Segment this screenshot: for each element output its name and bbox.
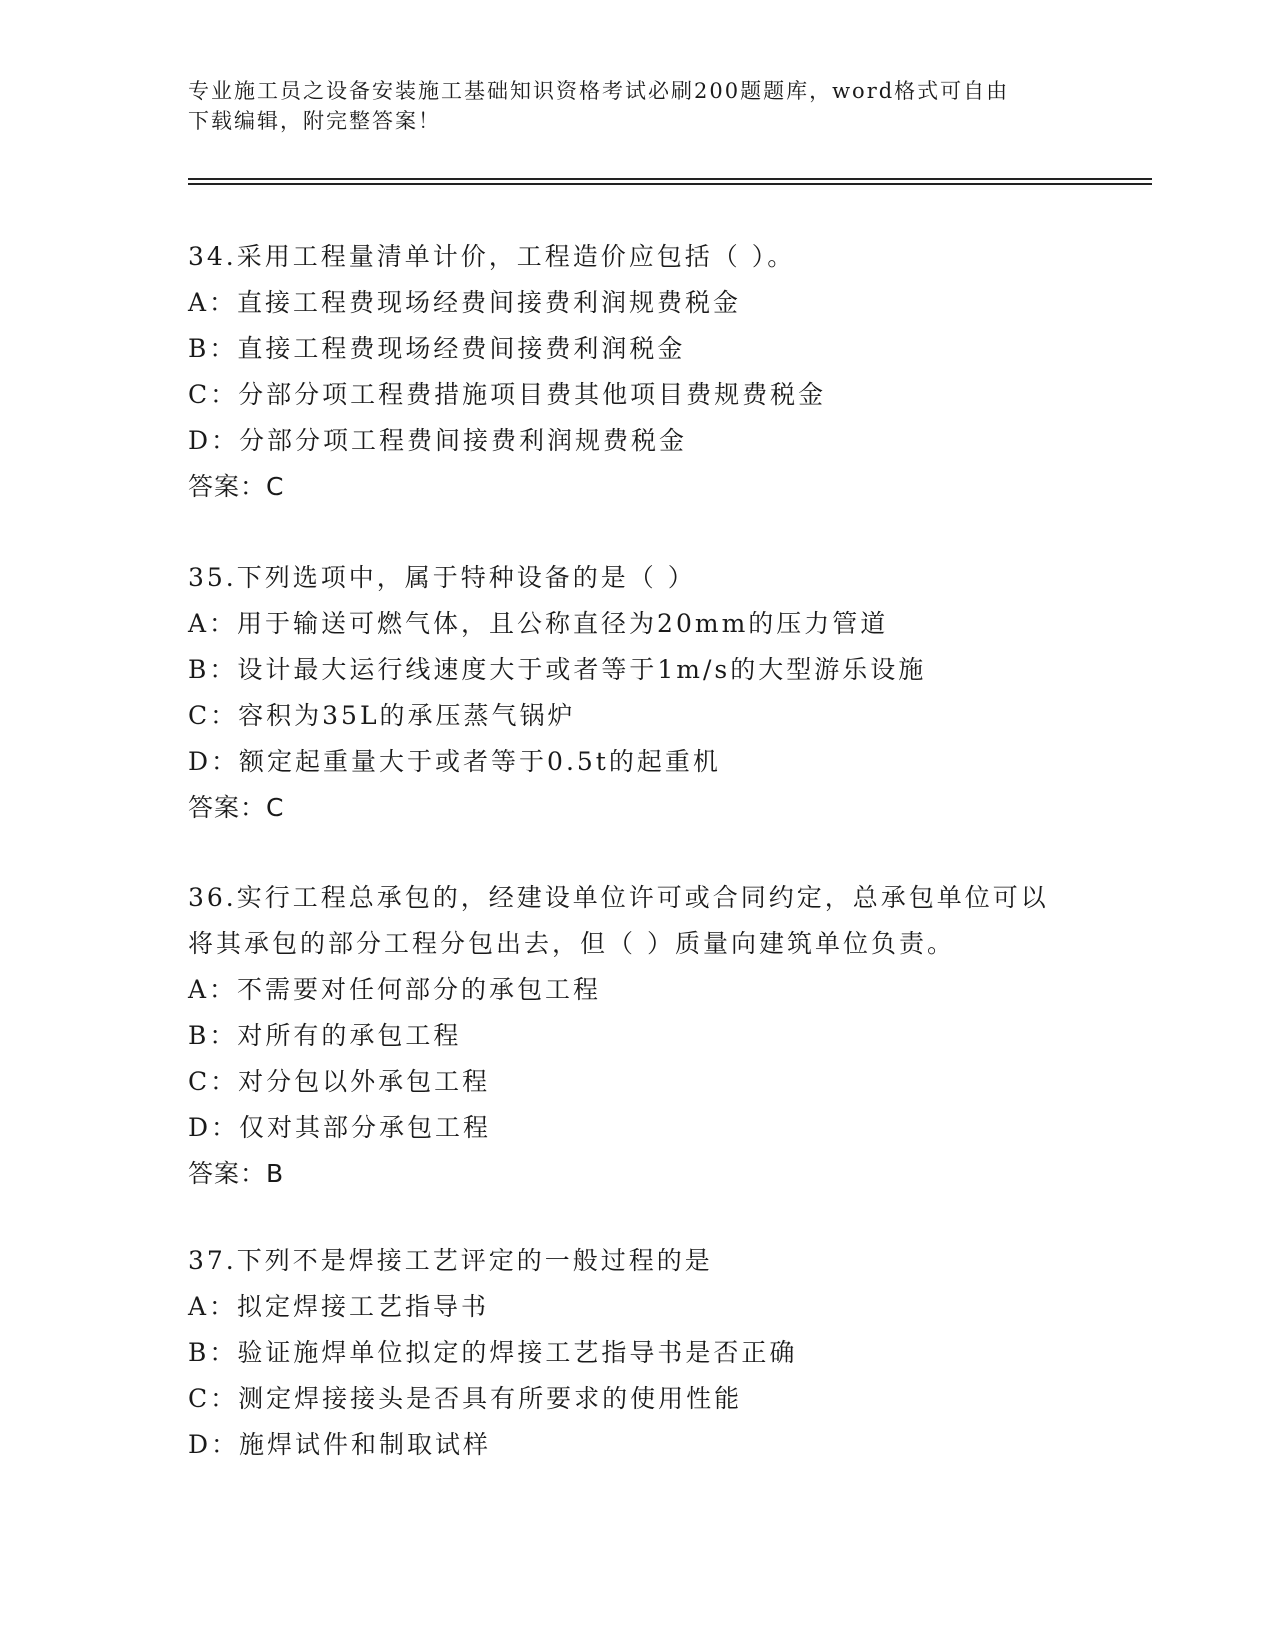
option-c: C：测定焊接接头是否具有所要求的使用性能 — [188, 1384, 743, 1413]
option-c: C：分部分项工程费措施项目费其他项目费规费税金 — [188, 380, 827, 409]
option-a: A：直接工程费现场经费间接费利润规费税金 — [188, 288, 742, 317]
option-c: C：容积为35L的承压蒸气锅炉 — [188, 701, 576, 730]
question-34 — [188, 234, 1108, 510]
option-d: D：分部分项工程费间接费利润规费税金 — [188, 426, 688, 455]
question-stem-line-1: 36.实行工程总承包的，经建设单位许可或合同约定，总承包单位可以 — [188, 883, 1049, 912]
question-36 — [188, 875, 1108, 1197]
document-header — [188, 76, 1088, 136]
header-divider-top — [188, 178, 1152, 180]
option-a: A：不需要对任何部分的承包工程 — [188, 975, 602, 1004]
option-b: B：直接工程费现场经费间接费利润税金 — [188, 334, 686, 363]
question-stem: 34.采用工程量清单计价，工程造价应包括（ ）。 — [188, 242, 796, 271]
question-stem: 37.下列不是焊接工艺评定的一般过程的是 — [188, 1246, 713, 1275]
option-b: B：对所有的承包工程 — [188, 1021, 462, 1050]
option-d: D：施焊试件和制取试样 — [188, 1430, 492, 1459]
question-stem-line-2: 将其承包的部分工程分包出去，但（ ）质量向建筑单位负责。 — [188, 929, 955, 958]
header-line-2: 下载编辑，附完整答案！ — [188, 109, 441, 133]
question-37 — [188, 1238, 1108, 1468]
header-line-1: 专业施工员之设备安装施工基础知识资格考试必刷200题题库，word格式可自由 — [188, 79, 1010, 103]
option-d: D：额定起重量大于或者等于0.5t的起重机 — [188, 747, 721, 776]
option-b: B：设计最大运行线速度大于或者等于1m/s的大型游乐设施 — [188, 655, 927, 684]
header-divider-bottom — [188, 183, 1152, 185]
answer-line: 答案：B — [188, 1159, 285, 1188]
option-d: D：仅对其部分承包工程 — [188, 1113, 492, 1142]
option-a: A：用于输送可燃气体，且公称直径为20mm的压力管道 — [188, 609, 889, 638]
answer-line: 答案：C — [188, 472, 285, 501]
question-stem: 35.下列选项中，属于特种设备的是（ ） — [188, 563, 696, 592]
answer-line: 答案：C — [188, 793, 285, 822]
option-a: A：拟定焊接工艺指导书 — [188, 1292, 490, 1321]
question-35 — [188, 555, 1108, 831]
option-b: B：验证施焊单位拟定的焊接工艺指导书是否正确 — [188, 1338, 798, 1367]
option-c: C：对分包以外承包工程 — [188, 1067, 491, 1096]
